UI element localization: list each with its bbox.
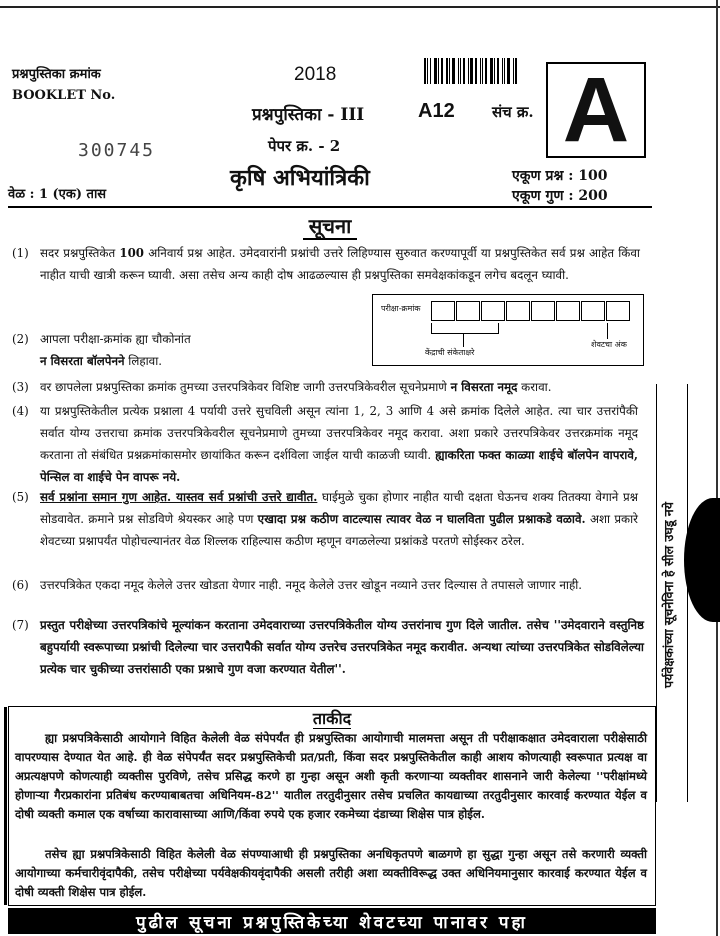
set-label: संच क्र. [492,103,534,121]
right-border [716,0,718,936]
last-digit-label: शेवटचा अंक [591,340,627,349]
paper-number: पेपर क्र. - 2 [268,137,341,155]
seal-note [656,384,692,802]
booklet-title: प्रश्नपुस्तिका - III [252,105,365,125]
booklet-label-hindi: प्रश्नपुस्तिका क्रमांक [12,67,101,82]
seat-number-label: परीक्षा-क्रमांक [381,304,421,313]
exam-year: 2018 [294,64,337,85]
seat-cell[interactable] [506,301,530,321]
warning-box [8,706,656,906]
seat-cell[interactable] [581,301,605,321]
header-divider [8,206,652,208]
seat-cell[interactable] [431,301,455,321]
footer-text: पुढील सूचना प्रश्नपुस्तिकेच्या शेवटच्या पानावर पहा [136,912,528,933]
last-digit-arrow [607,323,608,339]
seat-cell[interactable] [556,301,580,321]
set-letter: A [562,59,630,161]
seat-cell[interactable] [606,301,630,321]
subject-title: कृषि अभियांत्रिकी [230,165,370,191]
seat-cell[interactable] [456,301,480,321]
total-questions: एकूण प्रश्न : 100 [512,168,608,184]
instruction-7: (7) प्रस्तुत परीक्षेच्या उत्तरपत्रिकांचे मूल्यांकन करताना उमेदवाराच्या उत्तरपत्रिकेतील योग्य उत्तरांनाच गुण दिले जातील. तसेच ''उमेदवाराने वस्तुनिष्ठ बहुपर्यायी स्वरूपाच्या प्रश्नांची दिलेल्या चार उत्तरापैकी सर्वात योग्य उत्तरेच उत्तरपत्रिकेत नमूद करावीत. अन्यथा त्यांच्या उत्तरपत्रिकेत सोडविलेल्या प्रत्येक चार चुकीच्या उत्तरांसाठी एका प्रश्नाचे गुण वजा करण्यात येतील''. [12,618,644,676]
seat-number-cells[interactable] [431,301,631,321]
set-letter-box [546,59,646,161]
warning-paragraph-2: तसेच ह्या प्रश्नपत्रिकेसाठी विहित केलेली वेळ संपण्याआधी ही प्रश्नपुस्तिका अनधिकृतपणे बाळगणे हा सुद्धा गुन्हा असून तसे करणारी व्यक्ती आयोगाच्या कर्मचारीवृंदापैकी, तसेच परीक्षेच्या पर्यवेक्षकीयवृंदापैकी असली तरीही अशा व्यक्तीविरूद्ध उक्त अधिनियमानुसार कारवाई करण्यात येईल व दोषी व्यक्ती शिक्षेस पात्र होईल. [15,847,647,899]
seat-cell[interactable] [531,301,555,321]
booklet-label-english: BOOKLET No. [12,88,116,103]
seat-cell[interactable] [481,301,505,321]
footer-banner [8,908,656,934]
barcode-icon [424,58,520,84]
time-allowed: वेळ : 1 (एक) तास [8,187,107,202]
centre-code-label: केंद्राची संकेताक्षरे [425,348,475,357]
centre-brace [431,323,499,334]
seal-note-text: पर्यवेक्षकांच्या सूचनेविना हे सील उघडू नये [661,502,676,688]
instruction-3: (3) वर छापलेला प्रश्नपुस्तिका क्रमांक तुमच्या उत्तरपत्रिकेवर विशिष्ट जागी उत्तरपत्रिकेवरील सूचनेप्रमाणे न विसरता नमूद करावा. [12,380,552,394]
warning-paragraph-1: ह्या प्रश्नपत्रिकेसाठी आयोगाने विहित केलेली वेळ संपेपर्यंत ही प्रश्नपुस्तिका आयोगाची मालमत्ता असून ती परीक्षाकक्षात उमेदवाराला परीक्षेसाठी वापरण्यास देण्यात येत आहे. ही वेळ संपेपर्यंत सदर प्रश्नपुस्तिकेची प्रत/प्रती, किंवा सदर प्रश्नपुस्तिकेतील काही आशय कोणत्याही स्वरूपात प्रत्यक्ष वा अप्रत्यक्षपणे कोणत्याही व्यक्तीस पुरविणे, तसेच प्रसिद्ध करणे हा गुन्हा असून अशी कृती करणाऱ्या व्यक्तीवर शासनाने जारी केलेल्या ''परीक्षांमध्ये होणाऱ्या गैरप्रकारांना प्रतिबंध करण्याबाबतचा अधिनियम-82'' यातील तरतुदीनुसार तसेच प्रचलित कायद्याच्या तरतुदीनुसार कारवाई करण्यात येईल व दोषी व्यक्ती कमाल एक वर्षाच्या कारावासाच्या आणि/किंवा रुपये एक हजार रकमेच्या दंडाच्या शिक्षेस पात्र होईल. [15,731,647,821]
seat-number-box [372,294,644,366]
warning-title: ताकीद [312,709,352,728]
instruction-6: (6) उत्तरपत्रिकेत एकदा नमूद केलेले उत्तर खोडता येणार नाही. नमूद केलेले उत्तर खोडून नव्याने उत्तर दिल्यास ते तपासले जाणार नाही. [12,578,583,592]
instruction-5: (5) सर्व प्रश्नांना समान गुण आहेत. यास्तव सर्व प्रश्नांची उत्तरे द्यावीत. घाईमुळे चुका होणार नाहीत याची दक्षता घेऊनच शक्य तितक्या वेगाने प्रश्न सोडवावेत. क्रमाने प्रश्न सोडविणे श्रेयस्कर आहे पण एखादा प्रश्न कठीण वाटल्यास त्यावर वेळ न घालविता पुढील प्रश्नाकडे वळावे. अशा प्रकारे शेवटच्या प्रश्नापर्यंत पोहोचल्यानंतर वेळ शिल्लक राहिल्यास कठीण म्हणून वगळलेल्या प्रश्नांकडे परतणे सोईस्कर ठरेल. [12,490,638,548]
booklet-code: A12 [418,100,455,122]
instruction-4: (4) या प्रश्नपुस्तिकेतील प्रत्येक प्रश्नाला 4 पर्यायी उत्तरे सुचविली असून त्यांना 1, 2, 3 आणि 4 असे क्रमांक दिलेले आहेत. त्या चार उत्तरांपैकी सर्वात योग्य उत्तराचा क्रमांक उत्तरपत्रिकेवरील सूचनेप्रमाणे तुमच्या उत्तरपत्रिकेवर नमूद करावा. अशा प्रकारे उत्तरपत्रिकेवर उत्तरक्रमांक नमूद करताना तो संबंधित प्रश्नक्रमांकासमोर छायांकित करून दर्शविला जाईल याची काळजी घ्यावी. ह्याकरिता फक्त काळ्या शाईचे बॉलपेन वापरावे, पेन्सिल वा शाईचे पेन वापरू नये. [12,404,638,484]
total-marks: एकूण गुण : 200 [512,188,608,204]
instruction-1: (1) सदर प्रश्नपुस्तिकेत 100 अनिवार्य प्रश्न आहेत. उमेदवारांनी प्रश्नांची उत्तरे लिहिण्यास सुरुवात करण्यापूर्वी या प्रश्नपुस्तिकेत सर्व प्रश्न आहेत किंवा नाहीत याची खात्री करून घ्यावी. असा तसेच अन्य काही दोष आढळल्यास ही प्रश्नपुस्तिका समवेक्षकांकडून लगेच बदलून घ्यावी. [12,246,640,282]
instruction-2: (2) आपला परीक्षा-क्रमांक ह्या चौकोनांत न विसरता बॉलपेनने लिहावा. [12,332,191,368]
booklet-number: 300745 [78,140,156,161]
instructions-heading: सूचना [0,212,660,239]
centre-arrow [463,333,464,347]
top-border [0,6,720,8]
